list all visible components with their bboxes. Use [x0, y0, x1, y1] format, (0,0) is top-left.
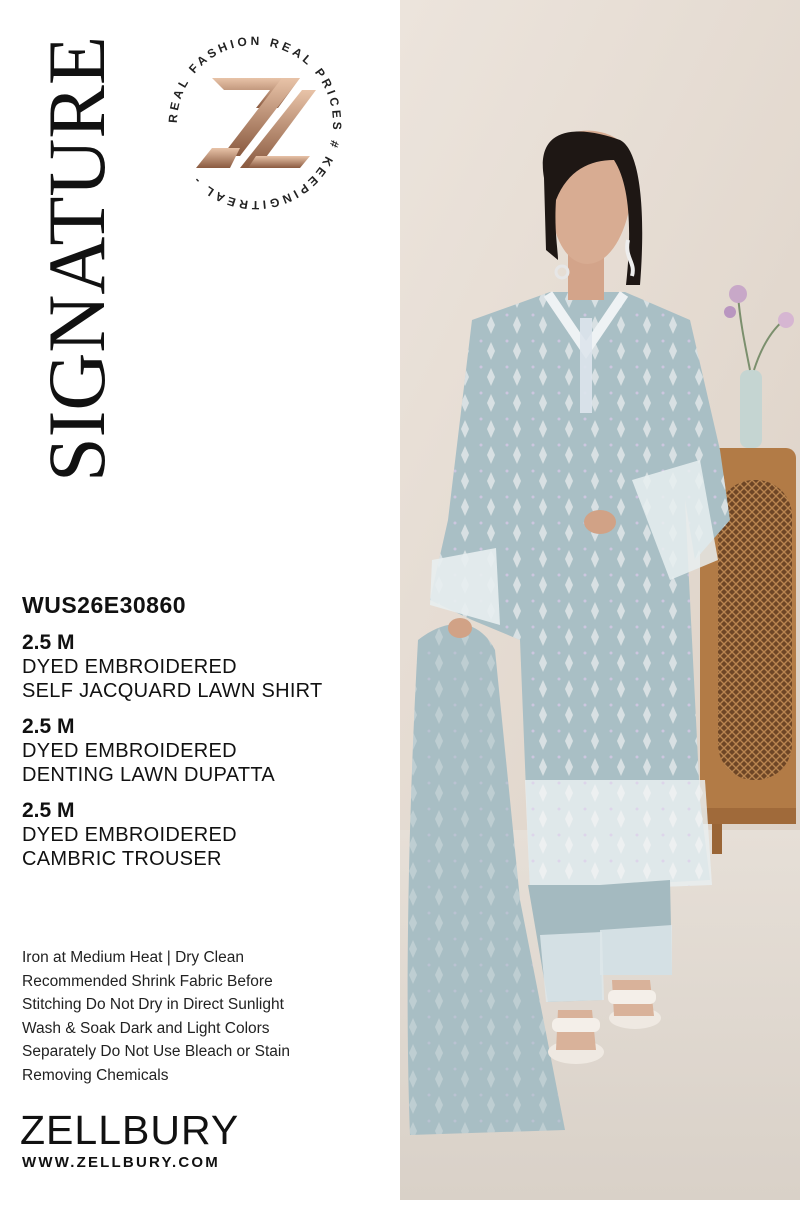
- care-instructions: [22, 946, 382, 1087]
- care-line: Wash & Soak Dark and Light Colors: [22, 1019, 270, 1037]
- piece-description: DYED EMBROIDERED DENTING LAWN DUPATTA: [22, 740, 276, 786]
- model-head: [543, 131, 642, 300]
- info-panel: [0, 0, 400, 1200]
- zz-logo-icon: [196, 78, 316, 168]
- piece-shirt: [22, 631, 392, 703]
- piece-dupatta: [22, 715, 392, 787]
- piece-quantity: 2.5 M: [22, 631, 75, 654]
- care-line: Stitching Do Not Dry in Direct Sunlight: [22, 996, 284, 1013]
- signature-wordmark: [31, 26, 122, 484]
- piece-description: DYED EMBROIDERED SELF JACQUARD LAWN SHIRT: [22, 656, 323, 702]
- product-photo: [400, 0, 800, 1200]
- product-details: [22, 592, 392, 883]
- product-sku: WUS26E30860: [22, 592, 187, 618]
- care-line: Removing Chemicals: [22, 1066, 169, 1084]
- zellbury-logo: ZELLBURY: [20, 1107, 240, 1153]
- piece-quantity: 2.5 M: [22, 715, 75, 738]
- keeping-it-real-seal: [160, 28, 350, 218]
- care-line: Iron at Medium Heat | Dry Clean: [22, 949, 244, 966]
- care-line: Separately Do Not Use Bleach or Stain: [22, 1043, 290, 1060]
- signature-text: SIGNATURE: [31, 26, 122, 482]
- model-photo-illustration: [400, 0, 800, 1200]
- seal-ring-text: REAL FASHION REAL PRICES # KEEPINGITREAL -: [165, 33, 345, 213]
- piece-description: DYED EMBROIDERED CAMBRIC TROUSER: [22, 824, 237, 870]
- piece-trouser: [22, 799, 392, 871]
- website-url: WWW.ZELLBURY.COM: [22, 1154, 220, 1171]
- hand: [448, 618, 472, 638]
- piece-quantity: 2.5 M: [22, 799, 75, 822]
- care-line: Recommended Shrink Fabric Before: [22, 972, 273, 990]
